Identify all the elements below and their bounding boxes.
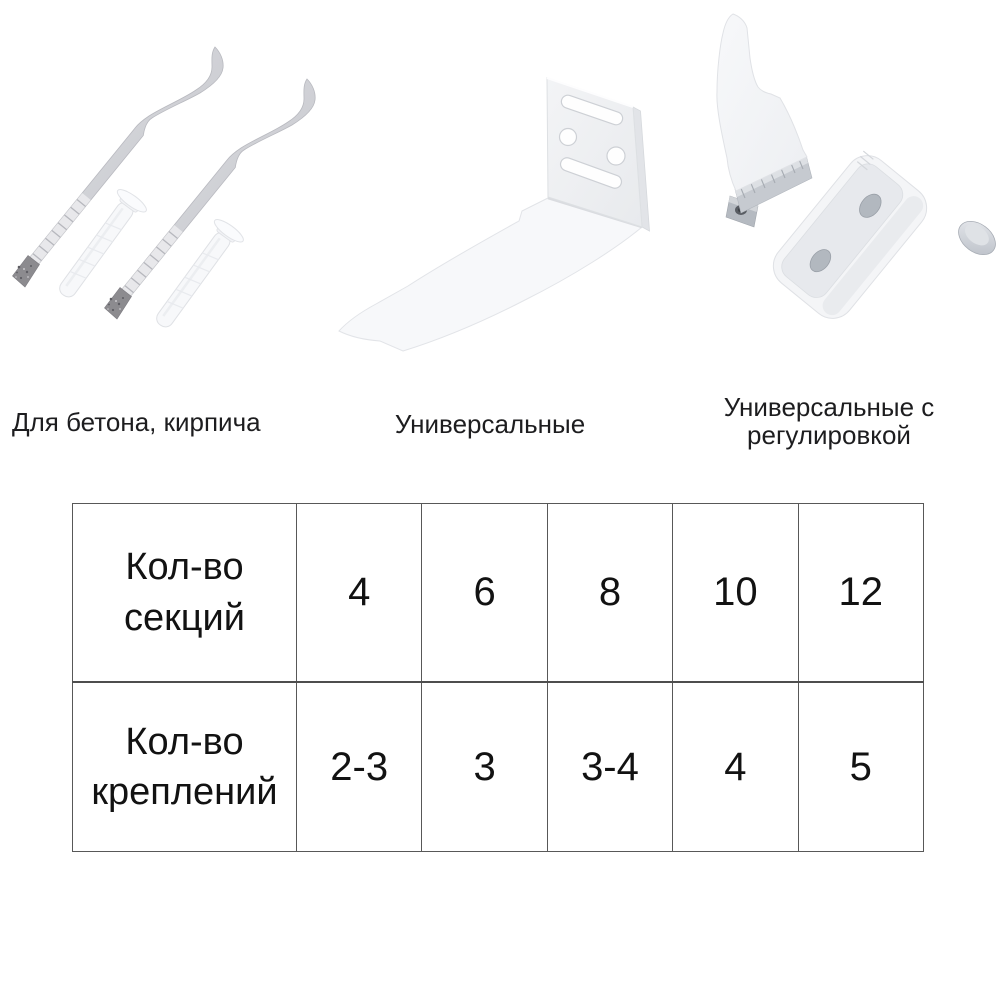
concrete-brick-fasteners-image [0,20,330,380]
caption-concrete-brick: Для бетона, кирпича [12,407,261,437]
bracket-tongue [339,198,642,351]
table-cell: 5 [798,682,923,852]
table-cell: 6 [422,504,547,683]
row-header-fasteners: Кол-во креплений [73,682,297,852]
mounting-screw [952,132,1000,263]
table-cell: 2-3 [297,682,422,852]
table-cell: 12 [798,504,923,683]
wall-plug-dowel [146,216,246,335]
table-cell: 4 [297,504,422,683]
table-cell: 10 [673,504,798,683]
universal-bracket [339,78,650,351]
table-row [73,504,924,683]
caption-universal: Универсальные [394,409,586,439]
sections-fasteners-table [72,503,924,852]
table-cell: 3-4 [547,682,672,852]
hook-bracket [13,47,224,287]
adjustable-hook-part [717,14,812,227]
table-cell: 3 [422,682,547,852]
universal-bracket-image [330,50,660,380]
table-cell: 4 [673,682,798,852]
adjustable-bracket-image [670,0,1000,390]
table-row [73,682,924,852]
round-hole [607,147,625,165]
row-header-sections: Кол-во секций [73,504,297,683]
screw-head [952,214,1000,261]
caption-universal-adjustable: Универсальные с регулировкой [723,392,935,450]
round-hole [560,129,577,146]
table-cell: 8 [547,504,672,683]
